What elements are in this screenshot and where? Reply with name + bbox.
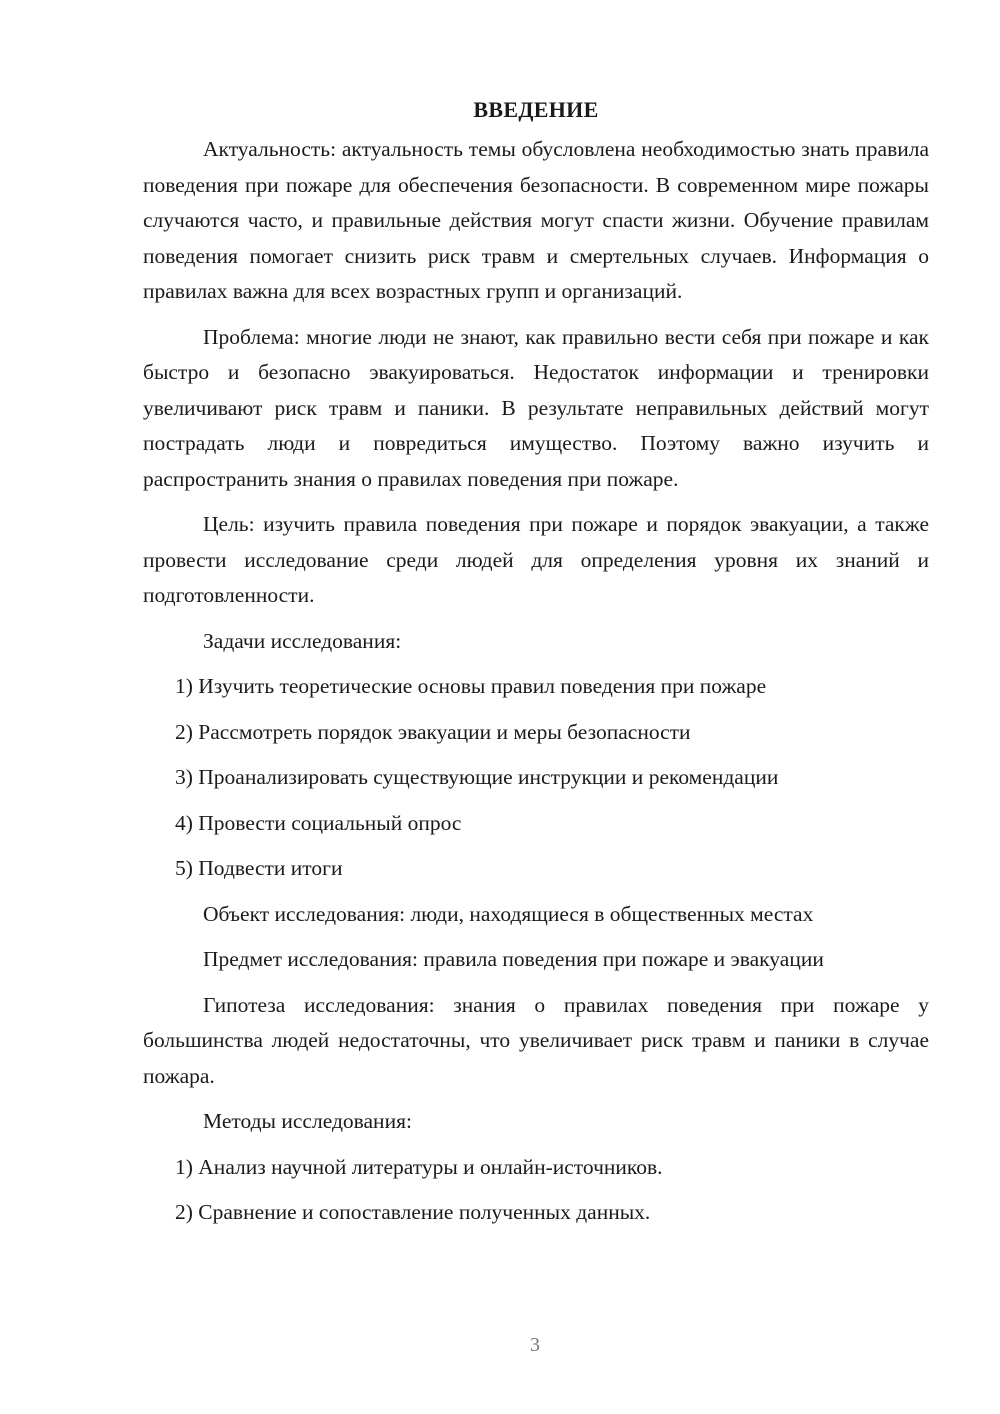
subject-line: Предмет исследования: правила поведения при пожаре и эвакуации — [203, 947, 824, 971]
tasks-heading: Задачи исследования: — [203, 628, 402, 653]
methods-list — [143, 1150, 929, 1231]
list-item: 1) Изучить теоретические основы правил поведения при пожаре — [175, 674, 767, 698]
methods-heading: Методы исследования: — [203, 1109, 412, 1133]
page-number: 3 — [530, 1334, 540, 1356]
list-item: 4) Провести социальный опрос — [175, 810, 462, 835]
object-line: Объект исследования: люди, находящиеся в общественных местах — [203, 901, 814, 926]
list-item: 1) Анализ научной литературы и онлайн-источников. — [175, 1154, 663, 1179]
list-item: 5) Подвести итоги — [175, 856, 343, 880]
list-item: 2) Рассмотреть порядок эвакуации и меры безопасности — [175, 719, 691, 744]
list-item: 3) Проанализировать существующие инструкции и рекомендации — [175, 765, 779, 789]
document-page — [143, 92, 929, 1231]
tasks-list — [143, 669, 929, 887]
goal-paragraph: Цель: изучить правила поведения при пожаре и порядок эвакуации, а также провести исследование среди людей для определения уровня их знаний и подготовленности. — [143, 512, 929, 607]
relevance-paragraph: Актуальность: актуальность темы обусловлена необходимостью знать правила поведения при пожаре для обеспечения безопасности. В современном мире пожары случаются часто, и правильные действия могут спасти жизни. Обучение правилам поведения помогает снизить риск травм и смертельных случаев. Информация о правилах важна для всех возрастных групп и организаций. — [143, 137, 929, 303]
list-item: 2) Сравнение и сопоставление полученных данных. — [175, 1200, 651, 1224]
hypothesis-paragraph: Гипотеза исследования: знания о правилах поведения при пожаре у большинства людей недостаточны, что увеличивает риск травм и паники в случае пожара. — [143, 992, 929, 1088]
section-title: ВВЕДЕНИЕ — [473, 97, 599, 122]
problem-paragraph: Проблема: многие люди не знают, как правильно вести себя при пожаре и как быстро и безопасно эвакуироваться. Недостаток информации и тренировки увеличивают риск травм и паники. В результате неправильных действий могут пострадать люди и повредиться имущество. Поэтому важно изучить и распространить знания о правилах поведения при пожаре. — [143, 324, 929, 491]
